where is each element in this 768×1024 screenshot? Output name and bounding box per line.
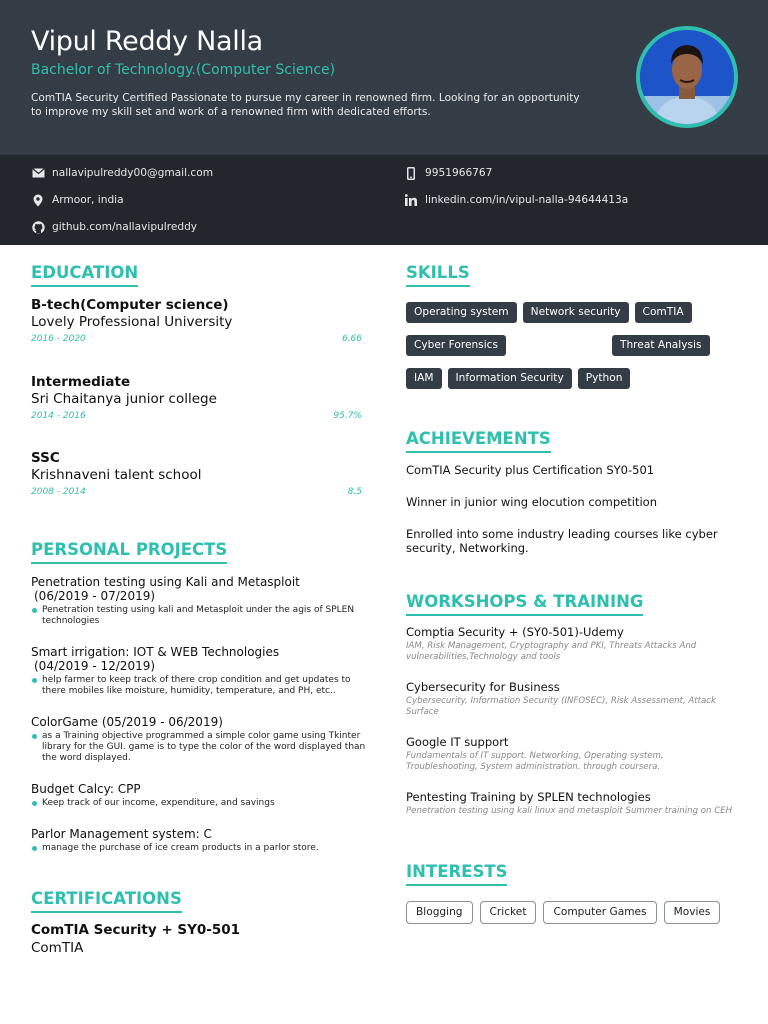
education-dates: 2008 - 2014: [31, 487, 86, 497]
phone-icon: [404, 166, 418, 180]
interest-chip: Cricket: [480, 901, 537, 924]
linkedin-text: linkedin.com/in/vipul-nalla-94644413a: [425, 194, 629, 206]
location-text: Armoor, india: [52, 194, 124, 206]
education-score: 8.5: [347, 487, 362, 497]
profile-photo: [636, 26, 738, 128]
project-bullet: as a Training objective programmed a simple color game using Tkinter library for the GUI. game is to type the color of the word displayed than the word displayed.: [31, 731, 371, 764]
workshop-title: Comptia Security + (SY0-501)-Udemy: [406, 625, 624, 639]
contact-linkedin[interactable]: [404, 191, 628, 209]
contact-location: [31, 191, 124, 209]
skills-list: [406, 302, 736, 389]
linkedin-icon: [404, 193, 418, 207]
phone-text: 9951966767: [425, 167, 493, 179]
project-title: Penetration testing using Kali and Metasploit: [31, 575, 300, 589]
project-dates: (06/2019 - 07/2019): [34, 589, 156, 603]
certifications-heading: CERTIFICATIONS: [31, 889, 182, 913]
skill-chip: Network security: [523, 302, 629, 323]
contact-bar: [0, 155, 768, 245]
skill-chip: Threat Analysis: [612, 335, 710, 356]
contact-github[interactable]: [31, 218, 197, 236]
education-score: 6.66: [341, 334, 362, 344]
certification-name: ComTIA Security + SY0-501: [31, 922, 241, 938]
project-item: [31, 782, 371, 809]
education-item: [31, 297, 362, 344]
education-degree: B-tech(Computer science): [31, 297, 229, 313]
skills-heading: SKILLS: [406, 263, 470, 287]
education-item: [31, 374, 362, 421]
project-bullet: Keep track of our income, expenditure, and savings: [31, 798, 371, 809]
interests-list: [406, 901, 720, 924]
contact-phone[interactable]: [404, 164, 492, 182]
certification-org: ComTIA: [31, 940, 84, 956]
profile-photo-image: [640, 30, 734, 124]
workshop-description: Fundamentals of IT support. Networking, Operating system, Troubleshooting, System administration. through coursera.: [406, 751, 664, 772]
education-heading: EDUCATION: [31, 263, 138, 287]
education-item: [31, 450, 362, 497]
education-degree: Intermediate: [31, 374, 131, 390]
resume-header: [0, 0, 768, 155]
interests-heading: INTERESTS: [406, 862, 507, 886]
candidate-name: Vipul Reddy Nalla: [31, 26, 263, 57]
project-bullet: Penetration testing using kali and Metasploit under the agis of SPLEN technologies: [31, 605, 371, 627]
skill-chip: Operating system: [406, 302, 517, 323]
workshop-description: Cybersecurity, Information Security (INFOSEC), Risk Assessment, Attack Surface: [406, 696, 716, 717]
workshop-item: [406, 680, 736, 718]
project-dates: (04/2019 - 12/2019): [34, 659, 156, 673]
skill-chip: ComTIA: [635, 302, 692, 323]
workshop-item: [406, 735, 736, 773]
project-title: Budget Calcy: CPP: [31, 782, 141, 796]
contact-email[interactable]: [31, 164, 213, 182]
education-meta: [31, 411, 362, 421]
project-bullet: manage the purchase of ice cream products in a parlor store.: [31, 843, 371, 854]
interest-chip: Blogging: [406, 901, 473, 924]
education-degree: SSC: [31, 450, 60, 466]
workshop-title: Google IT support: [406, 735, 509, 749]
project-item: [31, 575, 371, 627]
education-score: 95.7%: [333, 411, 362, 421]
achievement-item: Winner in junior wing elocution competition: [406, 495, 657, 509]
project-title: ColorGame (05/2019 - 06/2019): [31, 715, 223, 729]
workshop-title: Cybersecurity for Business: [406, 680, 560, 694]
education-institution: Lovely Professional University: [31, 314, 233, 330]
project-title: Smart irrigation: IOT & WEB Technologies: [31, 645, 280, 659]
project-title: Parlor Management system: C: [31, 827, 212, 841]
skill-chip: Python: [578, 368, 631, 389]
project-item: [31, 645, 371, 697]
education-institution: Krishnaveni talent school: [31, 467, 202, 483]
workshop-item: [406, 790, 736, 817]
skill-chip: Cyber Forensics: [406, 335, 506, 356]
skill-chip: IAM: [406, 368, 442, 389]
project-item: [31, 827, 371, 854]
github-icon: [31, 220, 45, 234]
achievements-heading: ACHIEVEMENTS: [406, 429, 551, 453]
workshop-title: Pentesting Training by SPLEN technologies: [406, 790, 651, 804]
education-meta: [31, 334, 362, 344]
project-item: [31, 715, 371, 764]
education-institution: Sri Chaitanya junior college: [31, 391, 217, 407]
workshops-heading: WORKSHOPS & TRAINING: [406, 592, 643, 616]
achievement-item: Enrolled into some industry leading courses like cyber security, Networking.: [406, 527, 718, 555]
workshop-description: Penetration testing using kali linux and metasploit Summer training on CEH: [406, 806, 733, 816]
education-dates: 2016 - 2020: [31, 334, 86, 344]
projects-heading: PERSONAL PROJECTS: [31, 540, 227, 564]
github-text: github.com/nallavipulreddy: [52, 221, 198, 233]
workshop-item: [406, 625, 736, 663]
candidate-summary: ComTIA Security Certified Passionate to pursue my career in renowned firm. Looking for an opportunity to improve my skill set and work of a renowned firm with dedicated efforts.: [31, 92, 580, 118]
skill-chip: Information Security: [448, 368, 572, 389]
envelope-icon: [31, 166, 45, 180]
interest-chip: Movies: [664, 901, 721, 924]
map-pin-icon: [31, 193, 45, 207]
education-dates: 2014 - 2016: [31, 411, 86, 421]
candidate-title: Bachelor of Technology.(Computer Science): [31, 62, 336, 78]
education-meta: [31, 487, 362, 497]
email-text: nallavipulreddy00@gmail.com: [52, 167, 214, 179]
workshop-description: IAM, Risk Management, Cryptography and PKI, Threats Attacks And vulnerabilities,Technology and tools: [406, 641, 697, 662]
interest-chip: Computer Games: [543, 901, 656, 924]
achievement-item: ComTIA Security plus Certification SY0-501: [406, 463, 655, 477]
project-bullet: help farmer to keep track of there crop condition and get updates to there mobiles like moisture, humidity, temperature, and PH, etc..: [31, 675, 371, 697]
